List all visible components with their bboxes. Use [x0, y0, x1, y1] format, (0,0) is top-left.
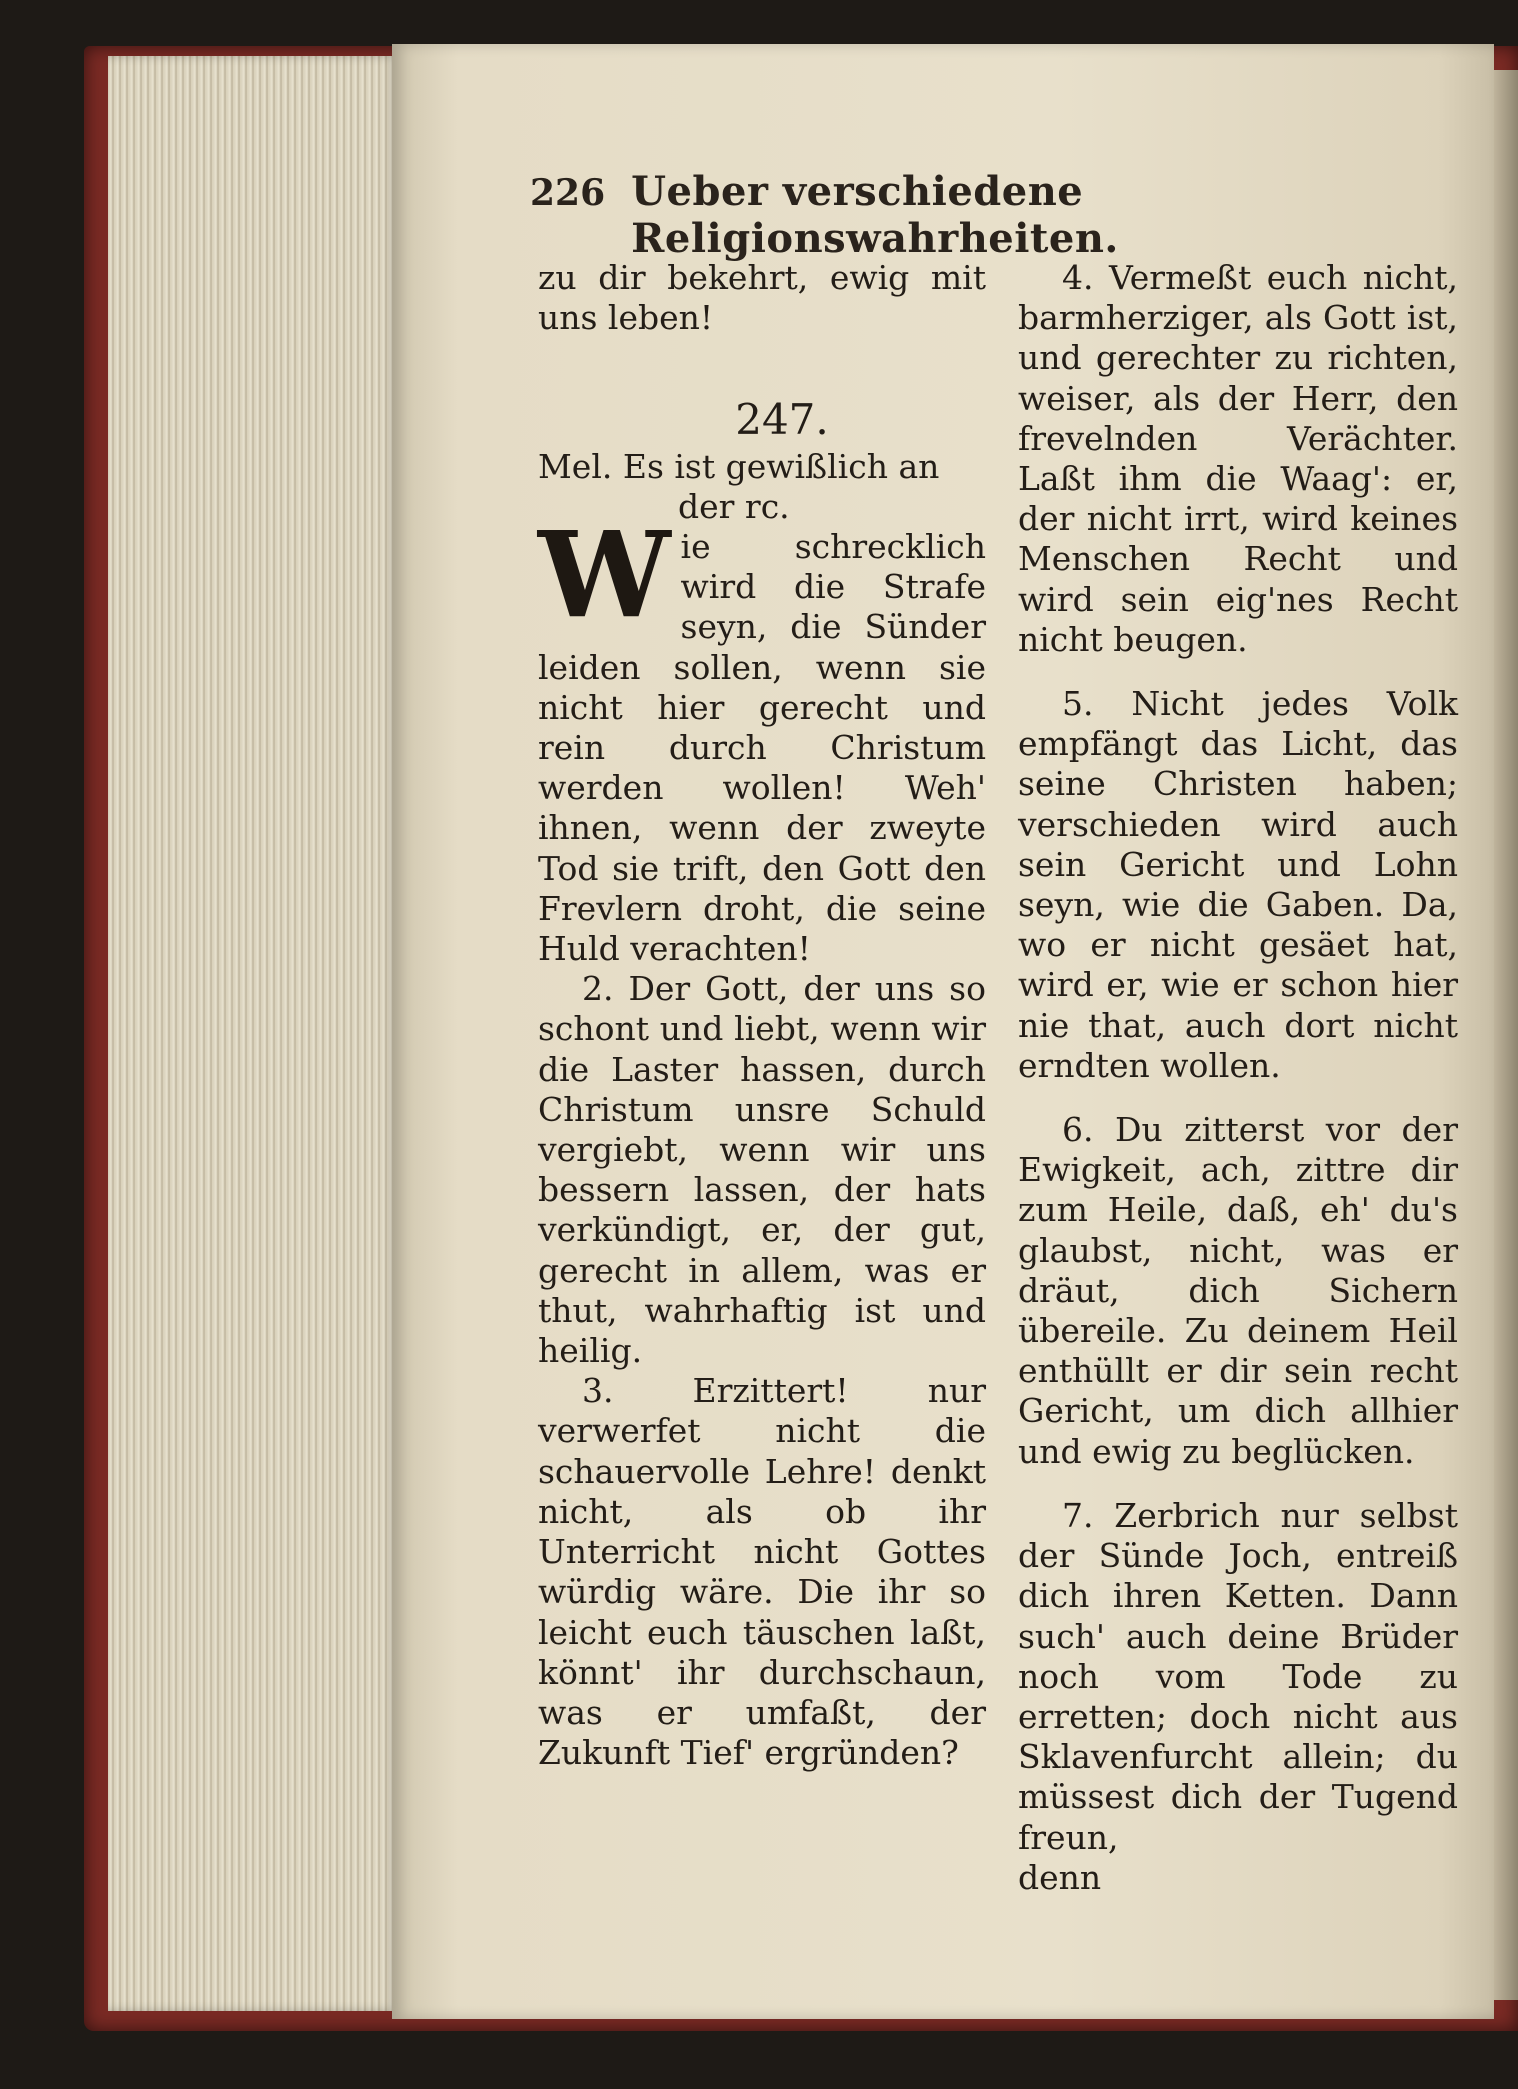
verse-4: 4. Vermeßt euch nicht, barmherziger, als Gott ist, und gerechter zu richten, weiser, als der Herr, den frevelnden Verächter. Laßt ihm die Waag': er, der nicht irrt, wird keines Menschen Recht und wird sein eig'nes Recht nicht beugen.: [1018, 258, 1458, 659]
page-header: [530, 168, 1390, 262]
page-number: 226: [530, 172, 606, 214]
verse-1-text: ie schrecklich wird die Strafe seyn, die Sünder leiden sollen, wenn sie nicht hier gerecht und rein durch Christum werden wollen! Weh' ihnen, wenn der zweyte Tod sie trift, den Gott den Frevlern droht, die seine Huld verachten!: [538, 527, 986, 969]
melody-line-2: der rc.: [678, 486, 790, 526]
catchword: denn: [1018, 1857, 1102, 1897]
facing-page-edge: [1494, 70, 1518, 2000]
hymn-number: 247.: [735, 395, 829, 445]
right-column: [1018, 258, 1458, 1898]
left-column: [538, 258, 986, 1773]
continued-text: zu dir bekehrt, ewig mit uns leben!: [538, 258, 986, 338]
melody-indication: [538, 447, 986, 527]
verse-5: 5. Nicht jedes Volk empfängt das Licht, das seine Christen haben; verschieden wird auch sein Gericht und Lohn seyn, wie die Gaben. Da, wo er nicht gesäet hat, wird er, wie er schon hier nie that, auch dort nicht erndten wollen.: [1018, 684, 1458, 1085]
drop-cap-initial: W: [538, 505, 671, 645]
page-edges: [108, 56, 398, 2011]
verse-6: 6. Du zitterst vor der Ewigkeit, ach, zittre dir zum Heile, daß, eh' du's glaubst, nicht, was er dräut, dich Sichern übereile. Zu deinem Heil enthüllt er dir sein recht Gericht, um dich allhier und ewig zu beglücken.: [1018, 1110, 1458, 1471]
verse-3: 3. Erzittert! nur verwerfet nicht die schauervolle Lehre! denkt nicht, als ob ihr Unterricht nicht Gottes würdig wäre. Die ihr so leicht euch täuschen laßt, könnt' ihr durchschaun, was er umfaßt, der Zukunft Tief' ergründen?: [538, 1371, 986, 1773]
running-head: Ueber verschiedene Religionswahrheiten.: [631, 168, 1119, 262]
verse-2: 2. Der Gott, der uns so schont und liebt, wenn wir die Laster hassen, durch Christum unsre Schuld vergiebt, wenn wir uns bessern lassen, der hats verkündigt, er, der gut, gerecht in allem, was er thut, wahrhaftig ist und heilig.: [538, 969, 986, 1371]
melody-line-1: Mel. Es ist gewißlich an: [538, 446, 940, 486]
verse-7: 7. Zerbrich nur selbst der Sünde Joch, entreiß dich ihren Ketten. Dann such' auch deine Brüder noch vom Tode zu erretten; doch nicht aus Sklavenfurcht allein; du müssest dich der Tugend freun,: [1018, 1495, 1458, 1857]
